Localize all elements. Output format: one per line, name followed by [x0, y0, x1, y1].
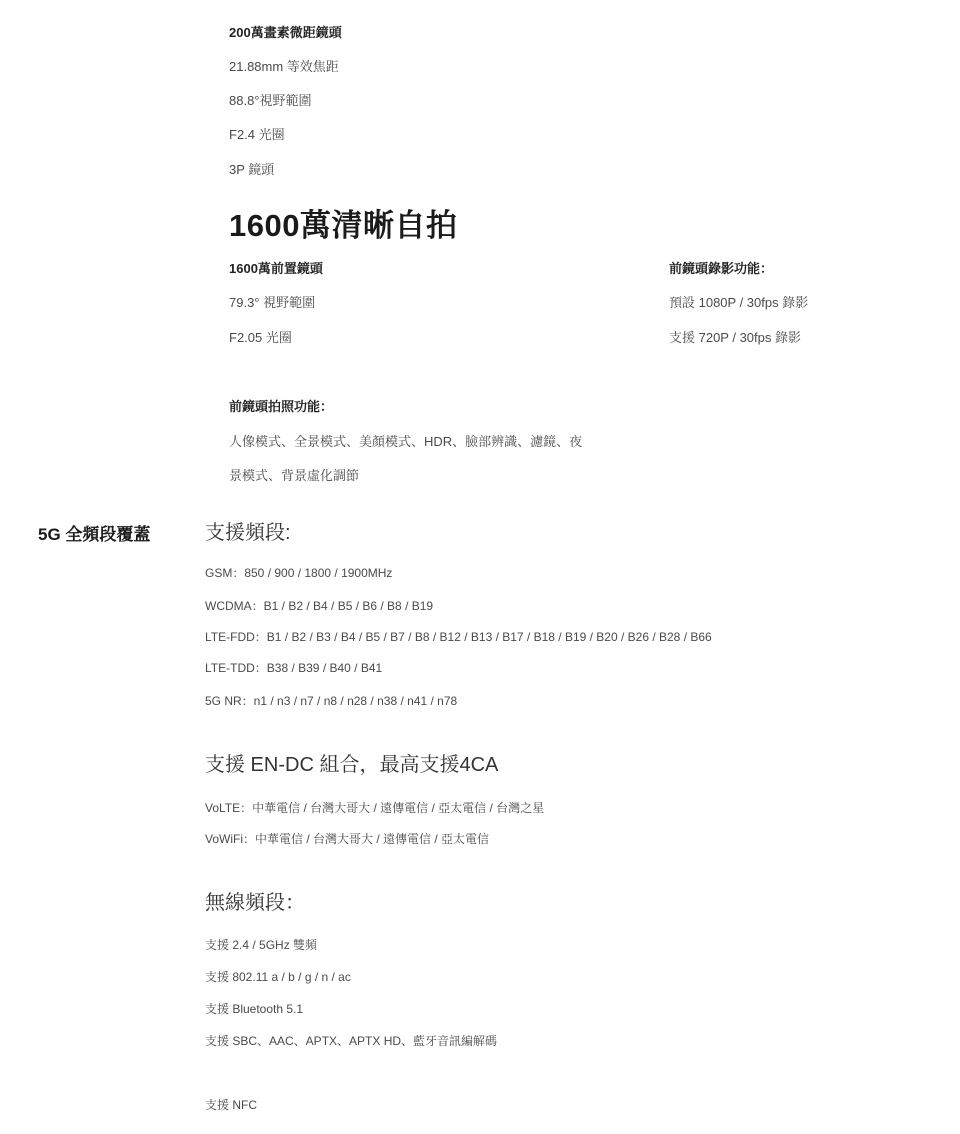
front-video-title: 前鏡頭錄影功能：: [669, 261, 774, 276]
macro-aperture: F2.4 光圈: [229, 127, 285, 142]
front-video-default: 預設 1080P / 30fps 錄影: [669, 295, 809, 310]
front-lens-aperture: F2.05 光圈: [229, 330, 292, 345]
macro-camera-title: 200萬畫素微距鏡頭: [229, 25, 342, 40]
macro-lens-count: 3P 鏡頭: [229, 162, 275, 177]
macro-focal-length: 21.88mm 等效焦距: [229, 59, 339, 74]
band-5g-nr: 5G NR：n1 / n3 / n7 / n8 / n28 / n38 / n41 / n78: [205, 694, 458, 708]
wireless-dual-band: 支援 2.4 / 5GHz 雙頻: [205, 938, 318, 952]
wireless-bluetooth: 支援 Bluetooth 5.1: [205, 1002, 304, 1016]
macro-field-of-view: 88.8°視野範圍: [229, 93, 312, 108]
front-video-720p: 支援 720P / 30fps 錄影: [669, 330, 801, 345]
endc-heading: 支援 EN-DC 組合，最高支援4CA: [205, 754, 499, 776]
selfie-heading: 1600萬清晰自拍: [229, 208, 458, 243]
volte-carriers: VoLTE：中華電信 / 台灣大哥大 / 遠傳電信 / 亞太電信 / 台灣之星: [205, 801, 545, 815]
front-photo-features-line2: 景模式、背景虛化調節: [229, 468, 360, 483]
front-lens-title: 1600萬前置鏡頭: [229, 261, 323, 276]
front-photo-title: 前鏡頭拍照功能：: [229, 399, 334, 414]
wireless-codecs: 支援 SBC、AAC、APTX、APTX HD、藍牙音訊編解碼: [205, 1034, 498, 1048]
network-section-title: 5G 全頻段覆蓋: [38, 525, 151, 544]
wireless-80211: 支援 802.11 a / b / g / n / ac: [205, 970, 351, 984]
band-lte-fdd: LTE-FDD：B1 / B2 / B3 / B4 / B5 / B7 / B8 / B12 / B13 / B17 / B18 / B19 / B20 / B26 / B28 / B66: [205, 630, 712, 644]
nfc-support: 支援 NFC: [205, 1098, 257, 1112]
vowifi-carriers: VoWiFi：中華電信 / 台灣大哥大 / 遠傳電信 / 亞太電信: [205, 832, 490, 846]
band-gsm: GSM：850 / 900 / 1800 / 1900MHz: [205, 566, 393, 580]
front-photo-features-line1: 人像模式、全景模式、美顏模式、HDR、臉部辨識、濾鏡、夜: [229, 434, 583, 449]
bands-heading: 支援頻段:: [205, 522, 291, 544]
band-wcdma: WCDMA：B1 / B2 / B4 / B5 / B6 / B8 / B19: [205, 599, 434, 613]
front-lens-fov: 79.3° 視野範圍: [229, 295, 316, 310]
band-lte-tdd: LTE-TDD：B38 / B39 / B40 / B41: [205, 661, 383, 675]
wireless-heading: 無線頻段：: [205, 892, 305, 914]
